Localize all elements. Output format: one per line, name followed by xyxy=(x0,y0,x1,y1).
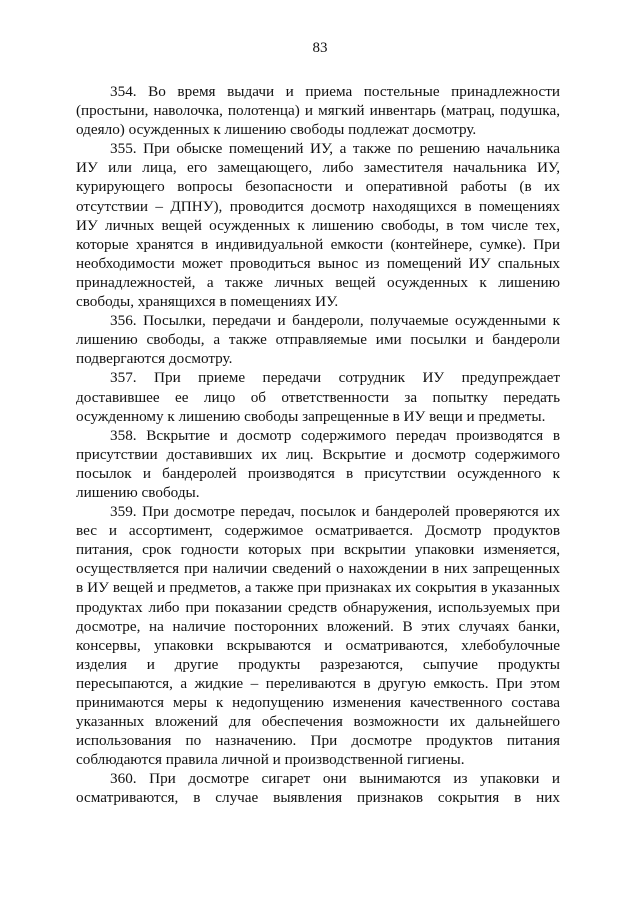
paragraph-354: 354. Во время выдачи и приема постельные принадлежности (простыни, наволочка, полотенца) и мягкий инвентарь (матрац, подушка, одеяло) осужденных к лишению свободы подлежат досмотру. xyxy=(76,83,560,139)
paragraph-357: 357. При приеме передачи сотрудник ИУ предупреждает доставившее ее лицо об ответственности за попытку передать осужденному к лишению свободы запрещенные в ИУ вещи и предметы. xyxy=(76,369,560,425)
paragraph-359: 359. При досмотре передач, посылок и бандеролей проверяются их вес и ассортимент, содержимое осматривается. Досмотр продуктов питания, срок годности которых при вскрытии упаковки изменяется, осуществляется при наличии сведений о нахождении в них запрещенных в ИУ вещей и предметов, а также при признаках их сокрытия в указанных продуктах либо при показании средств обнаружения, используемых при досмотре, на наличие посторонних вложений. В этих случаях банки, консервы, упаковки вскрываются и осматриваются, хлебобулочные изделия и другие продукты разрезаются, сыпучие продукты пересыпаются, а жидкие – переливаются в другую емкость. При этом принимаются меры к недопущению изменения качественного состава указанных вложений для обеспечения возможности их дальнейшего использования по назначению. При досмотре продуктов питания соблюдаются правила личной и производственной гигиены. xyxy=(76,503,560,769)
document-body xyxy=(76,82,560,808)
paragraph-360: 360. При досмотре сигарет они вынимаются из упаковки и осматриваются, в случае выявления признаков сокрытия в них xyxy=(76,770,560,807)
paragraph-358: 358. Вскрытие и досмотр содержимого передач производятся в присутствии доставивших их лиц. Вскрытие и досмотр содержимого посылок и бандеролей производятся в присутствии осужденного к лишению свободы. xyxy=(76,426,560,501)
paragraph-355: 355. При обыске помещений ИУ, а также по решению начальника ИУ или лица, его замещающего, либо заместителя начальника ИУ, курирующего вопросы безопасности и оперативной работы (в их отсутствии – ДПНУ), проводится досмотр находящихся в помещениях ИУ личных вещей осужденных к лишению свободы, в том числе тех, которые хранятся в индивидуальной емкости (контейнере, сумке). При необходимости может проводиться вынос из помещений ИУ спальных принадлежностей, а также личных вещей осужденных к лишению свободы, хранящихся в помещениях ИУ. xyxy=(76,140,560,311)
page-number: 83 xyxy=(312,40,328,56)
paragraph-356: 356. Посылки, передачи и бандероли, получаемые осужденными к лишению свободы, а также отправляемые ими посылки и бандероли подвергаются досмотру. xyxy=(76,312,560,368)
